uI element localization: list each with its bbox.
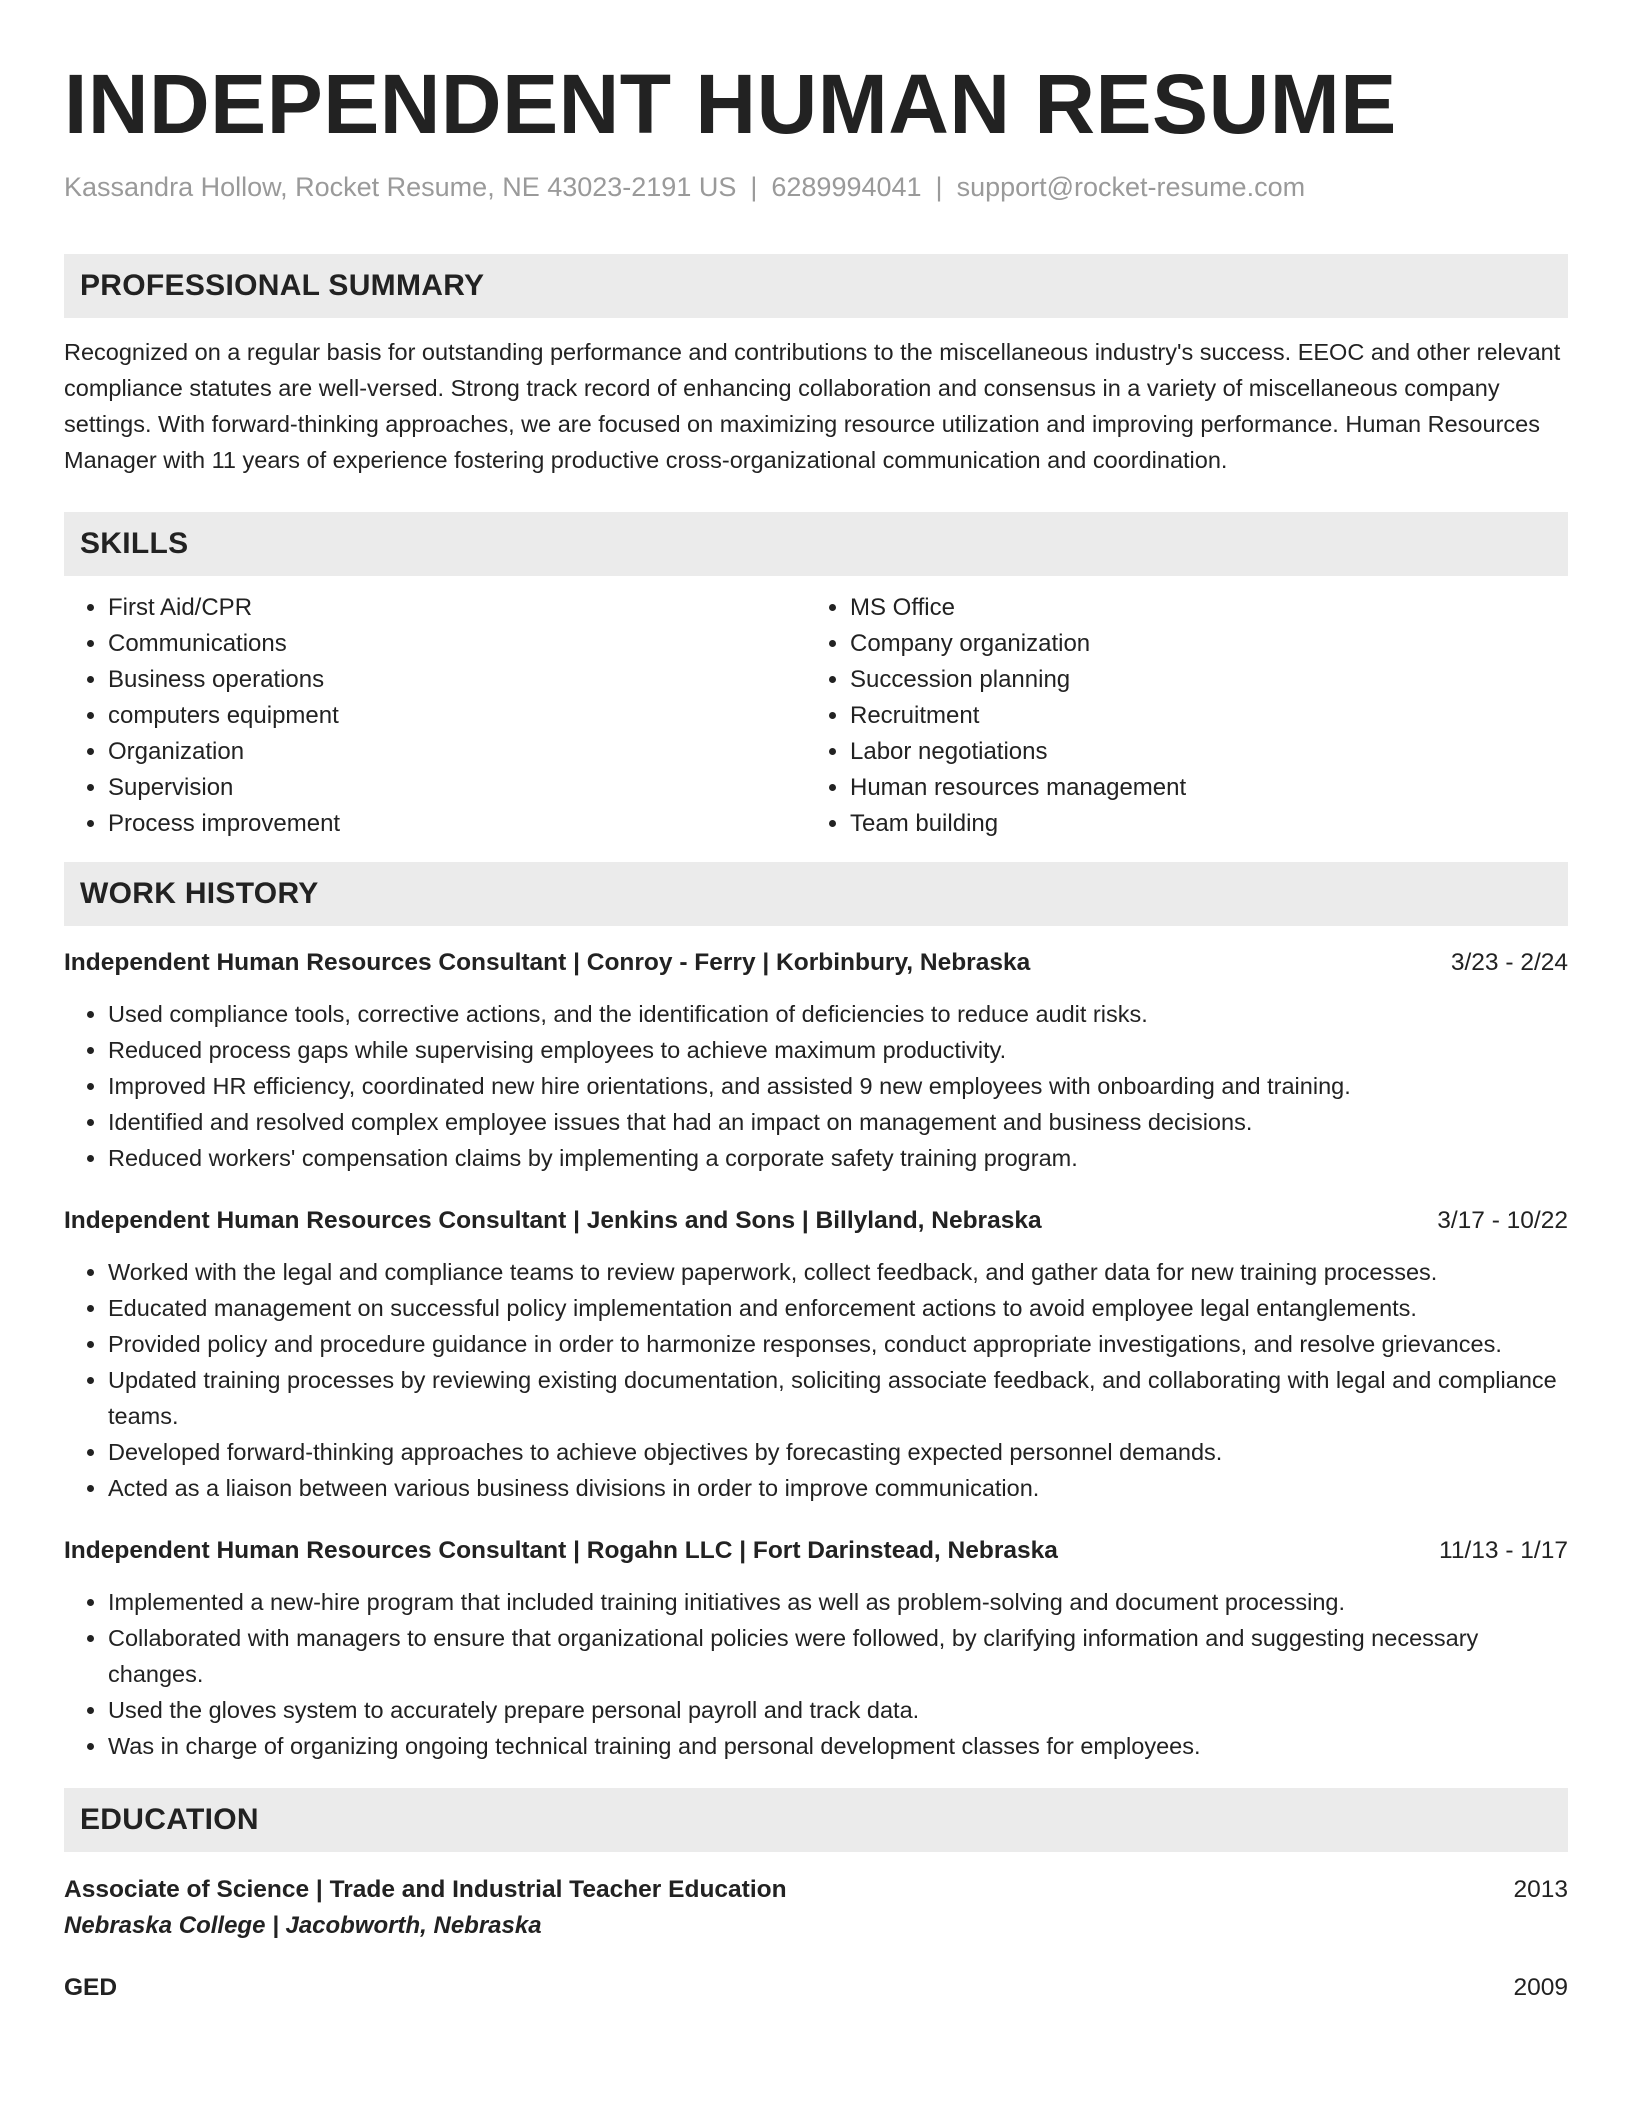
section-header-summary: PROFESSIONAL SUMMARY xyxy=(64,254,1568,318)
skills-column-left xyxy=(64,590,806,842)
job-bullet: • Collaborated with managers to ensure that organizational policies were followed, by clarifying information and suggesting necessary changes. xyxy=(108,1620,1568,1692)
skill-item: • MS Office xyxy=(850,590,1548,626)
job-title: Independent Human Resources Consultant | Jenkins and Sons | Billyland, Nebraska xyxy=(64,1207,1042,1234)
education-year: 2013 xyxy=(1513,1876,1568,1903)
education-degree: Associate of Science | Trade and Industrial Teacher Education xyxy=(64,1876,787,1903)
skills-list xyxy=(64,590,1568,842)
job-dates: 11/13 - 1/17 xyxy=(1439,1537,1568,1564)
skill-item: • Succession planning xyxy=(850,662,1548,698)
job-dates: 3/23 - 2/24 xyxy=(1450,949,1568,976)
job-entry xyxy=(64,1534,1568,1764)
skill-item: • First Aid/CPR xyxy=(108,590,806,626)
job-bullets xyxy=(64,996,1568,1176)
resume-name: INDEPENDENT HUMAN RESUME xyxy=(64,57,1397,151)
job-title: Independent Human Resources Consultant | Conroy - Ferry | Korbinbury, Nebraska xyxy=(64,949,1031,976)
job-bullet: • Worked with the legal and compliance teams to review paperwork, collect feedback, and gather data for new training processes. xyxy=(108,1254,1568,1290)
skill-item: • Human resources management xyxy=(850,770,1548,806)
job-bullets xyxy=(64,1584,1568,1764)
skill-item: • computers equipment xyxy=(108,698,806,734)
job-bullet: • Developed forward-thinking approaches to achieve objectives by forecasting expected personnel demands. xyxy=(108,1434,1568,1470)
education-heading-row xyxy=(64,1970,1568,2006)
skill-item: • Process improvement xyxy=(108,806,806,842)
job-bullets xyxy=(64,1254,1568,1506)
job-bullet: • Updated training processes by reviewing existing documentation, soliciting associate feedback, and collaborating with legal and compliance teams. xyxy=(108,1362,1568,1434)
contact-line xyxy=(64,170,1568,204)
job-bullet: • Used compliance tools, corrective actions, and the identification of deficiencies to reduce audit risks. xyxy=(108,996,1568,1032)
section-header-skills: SKILLS xyxy=(64,512,1568,576)
job-bullet: • Acted as a liaison between various business divisions in order to improve communication. xyxy=(108,1470,1568,1506)
job-heading-row xyxy=(64,1204,1568,1238)
summary-text: Recognized on a regular basis for outstanding performance and contributions to the miscellaneous industry's success. EEOC and other relevant compliance statutes are well-versed. Strong track record of enhancing collaboration and consensus in a variety of miscellaneous company settings. With forward-thinking approaches, we are focused on maximizing resource utilization and improving performance. Human Resources Manager with 11 years of experience fostering productive cross-organizational communication and coordination. xyxy=(64,339,1561,473)
skill-item: • Business operations xyxy=(108,662,806,698)
job-bullet: • Educated management on successful policy implementation and enforcement actions to avoid employee legal entanglements. xyxy=(108,1290,1568,1326)
job-bullet: • Identified and resolved complex employee issues that had an impact on management and business decisions. xyxy=(108,1104,1568,1140)
job-bullet: • Provided policy and procedure guidance in order to harmonize responses, conduct appropriate investigations, and resolve grievances. xyxy=(108,1326,1568,1362)
skill-item: • Labor negotiations xyxy=(850,734,1548,770)
job-bullet: • Implemented a new-hire program that included training initiatives as well as problem-solving and document processing. xyxy=(108,1584,1568,1620)
education-entry xyxy=(64,1872,1568,1944)
job-bullet: • Was in charge of organizing ongoing technical training and personal development classes for employees. xyxy=(108,1728,1568,1764)
section-header-education: EDUCATION xyxy=(64,1788,1568,1852)
resume-page xyxy=(64,0,1568,2006)
education-heading-row xyxy=(64,1872,1568,1908)
section-header-work-history: WORK HISTORY xyxy=(64,862,1568,926)
skill-item: • Team building xyxy=(850,806,1548,842)
job-dates: 3/17 - 10/22 xyxy=(1437,1207,1568,1234)
education-entry xyxy=(64,1970,1568,2006)
contact-separator: | xyxy=(935,172,943,202)
contact-address: Kassandra Hollow, Rocket Resume, NE 43023-2191 US xyxy=(64,172,737,202)
job-entry xyxy=(64,946,1568,1176)
job-bullet: • Reduced process gaps while supervising employees to achieve maximum productivity. xyxy=(108,1032,1568,1068)
job-heading-row xyxy=(64,1534,1568,1568)
skill-item: • Supervision xyxy=(108,770,806,806)
skill-item: • Company organization xyxy=(850,626,1548,662)
skill-item: • Communications xyxy=(108,626,806,662)
job-bullet: • Used the gloves system to accurately prepare personal payroll and track data. xyxy=(108,1692,1568,1728)
contact-email: support@rocket-resume.com xyxy=(956,172,1306,202)
skill-item: • Organization xyxy=(108,734,806,770)
job-title: Independent Human Resources Consultant | Rogahn LLC | Fort Darinstead, Nebraska xyxy=(64,1537,1058,1564)
job-bullet: • Reduced workers' compensation claims by implementing a corporate safety training program. xyxy=(108,1140,1568,1176)
job-heading-row xyxy=(64,946,1568,980)
job-entry xyxy=(64,1204,1568,1506)
job-bullet: • Improved HR efficiency, coordinated new hire orientations, and assisted 9 new employees with onboarding and training. xyxy=(108,1068,1568,1104)
contact-phone: 6289994041 xyxy=(771,172,922,202)
education-school: Nebraska College | Jacobworth, Nebraska xyxy=(64,1912,542,1939)
education-degree: GED xyxy=(64,1974,118,2001)
education-year: 2009 xyxy=(1513,1974,1568,2001)
skill-item: • Recruitment xyxy=(850,698,1548,734)
contact-separator: | xyxy=(750,172,758,202)
skills-column-right xyxy=(806,590,1548,842)
